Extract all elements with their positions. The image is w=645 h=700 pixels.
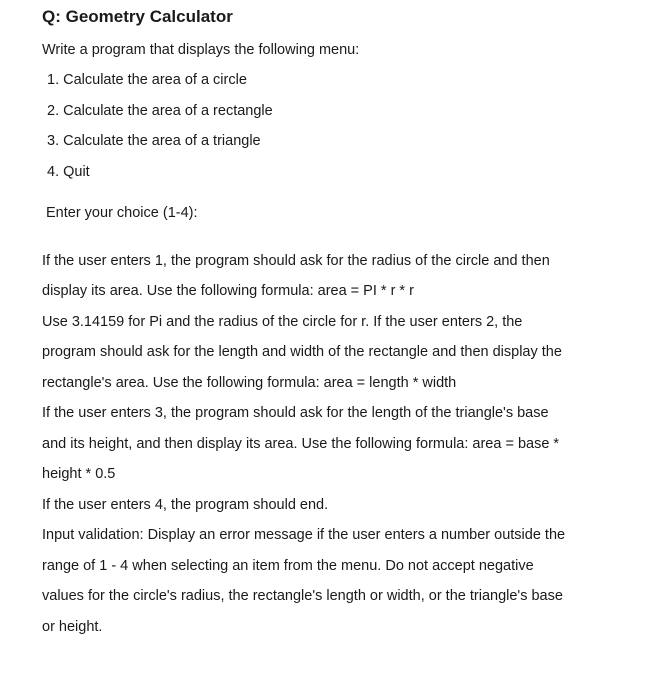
- body-line-1: If the user enters 1, the program should ask for the radius of the circle and then: [42, 253, 550, 269]
- body-line-2: display its area. Use the following formula: area = PI * r * r: [42, 283, 414, 299]
- body-line-11: range of 1 - 4 when selecting an item from the menu. Do not accept negative: [42, 558, 534, 574]
- body-line-6: If the user enters 3, the program should ask for the length of the triangle's base: [42, 405, 549, 421]
- intro-text: Write a program that displays the following menu:: [42, 42, 360, 58]
- choice-prompt: Enter your choice (1-4):: [46, 205, 198, 221]
- menu-item-4: 4. Quit: [47, 164, 90, 180]
- body-line-3: Use 3.14159 for Pi and the radius of the circle for r. If the user enters 2, the: [42, 314, 523, 330]
- page-title: Q: Geometry Calculator: [42, 7, 233, 26]
- menu-item-1: 1. Calculate the area of a circle: [47, 72, 247, 88]
- menu-item-3: 3. Calculate the area of a triangle: [47, 133, 261, 149]
- body-line-4: program should ask for the length and width of the rectangle and then display the: [42, 344, 562, 360]
- body-line-9: If the user enters 4, the program should end.: [42, 497, 329, 513]
- body-line-12: values for the circle's radius, the rectangle's length or width, or the triangle's base: [42, 588, 563, 604]
- body-line-13: or height.: [42, 619, 103, 635]
- body-line-5: rectangle's area. Use the following formula: area = length * width: [42, 375, 457, 391]
- body-line-10: Input validation: Display an error message if the user enters a number outside the: [42, 527, 566, 543]
- body-line-7: and its height, and then display its area. Use the following formula: area = base *: [42, 436, 560, 452]
- menu-item-2: 2. Calculate the area of a rectangle: [47, 103, 273, 119]
- body-line-8: height * 0.5: [42, 466, 116, 482]
